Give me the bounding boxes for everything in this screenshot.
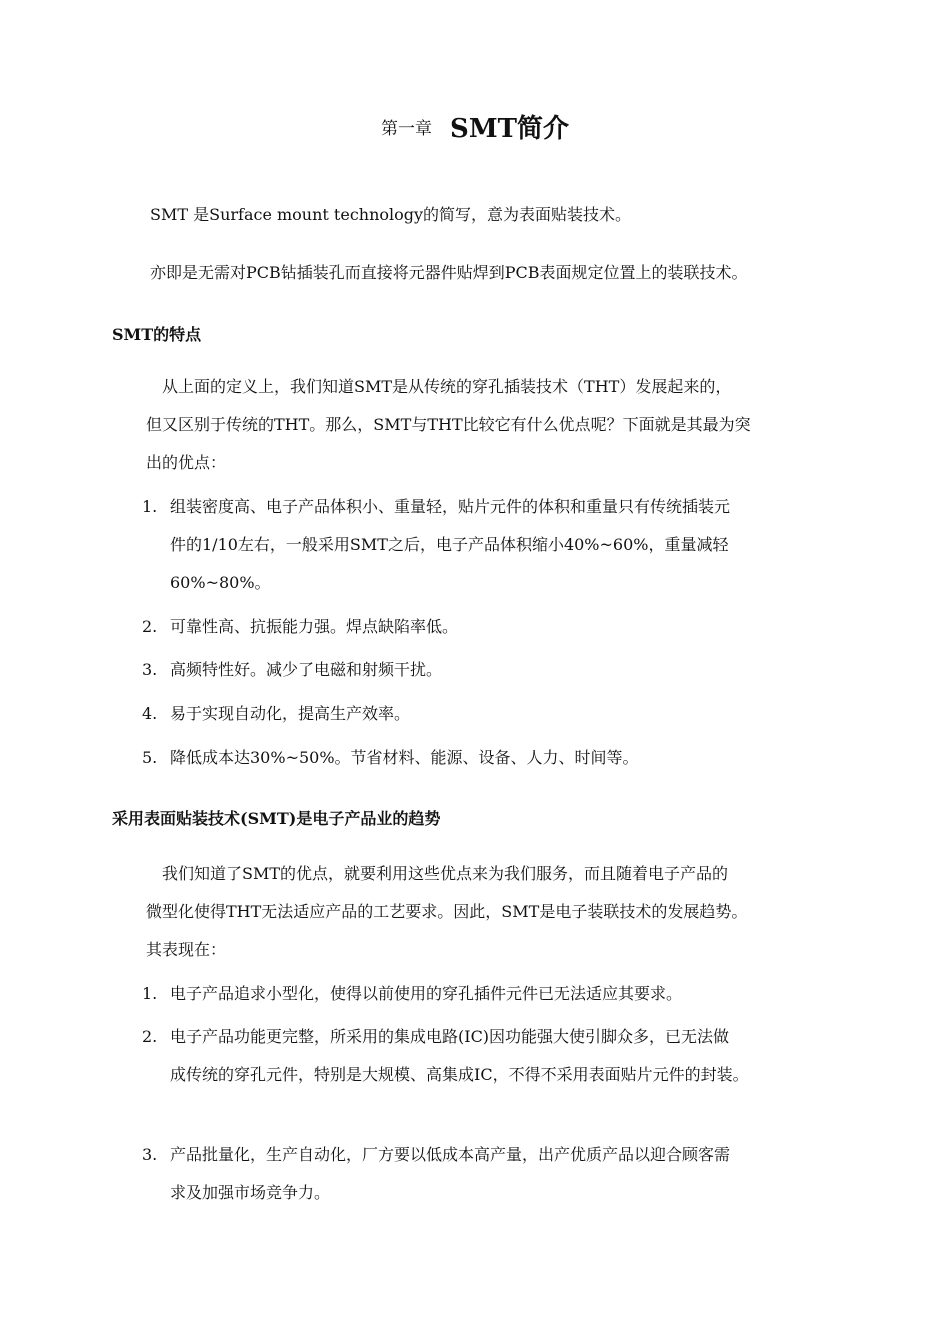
list-item [142,739,872,777]
section-heading-trend: 采用表面贴装技术(SMT)是电子产品业的趋势 [112,809,441,828]
list-item-text: 电子产品功能更完整，所采用的集成电路(IC)因功能强大使引脚众多，已无法做 [170,1027,730,1046]
chapter-title [0,108,950,145]
list-item-text: 电子产品追求小型化，使得以前使用的穿孔插件元件已无法适应其要求。 [170,984,683,1003]
paragraph-line: 出的优点： [146,453,227,472]
list-item [142,975,872,1013]
list-item-number: 5. [142,748,158,767]
chapter-number: 第一章 [381,119,433,139]
list-item-number: 1. [142,984,158,1003]
list-item-text: 求及加强市场竞争力。 [170,1183,331,1202]
paragraph-line: 微型化使得THT无法适应产品的工艺要求。因此，SMT是电子装联技术的发展趋势。 [146,902,748,921]
list-item-number: 3. [142,660,158,679]
list-item [142,1136,872,1212]
list-item-text: 降低成本达30%~50%。节省材料、能源、设备、人力、时间等。 [170,748,639,767]
list-item-number: 4. [142,704,158,723]
list-item-text: 成传统的穿孔元件，特别是大规模、高集成IC，不得不采用表面贴片元件的封装。 [170,1065,749,1084]
section1-paragraph [146,368,866,482]
list-item [142,695,872,733]
list-item [142,1018,872,1094]
paragraph-line: 我们知道了SMT的优点，就要利用这些优点来为我们服务，而且随着电子产品的 [146,864,729,883]
list-item-number: 3. [142,1145,158,1164]
chapter-name: SMT简介 [450,114,569,144]
list-item-text: 件的1/10左右，一般采用SMT之后，电子产品体积缩小40%~60%，重量减轻 [170,535,729,554]
section2-paragraph [146,855,866,969]
section-heading-features: SMT的特点 [112,325,202,344]
list-item-text: 高频特性好。减少了电磁和射频干扰。 [170,660,443,679]
intro-line-2: 亦即是无需对PCB钻插装孔而直接将元器件贴焊到PCB表面规定位置上的装联技术。 [150,263,748,282]
paragraph-line: 其表现在： [146,940,227,959]
paragraph-line: 但又区别于传统的THT。那么，SMT与THT比较它有什么优点呢？下面就是其最为突 [146,415,751,434]
list-item-number: 1. [142,497,158,516]
list-item [142,488,872,602]
list-item-number: 2. [142,1027,158,1046]
intro-line-1: SMT 是Surface mount technology的简写，意为表面贴装技术。 [150,205,632,224]
list-item-text: 易于实现自动化，提高生产效率。 [170,704,411,723]
list-item-text: 60%~80%。 [170,573,271,592]
list-item-number: 2. [142,617,158,636]
list-item [142,651,872,689]
list-item [142,608,872,646]
list-item-text: 可靠性高、抗振能力强。焊点缺陷率低。 [170,617,459,636]
paragraph-line: 从上面的定义上，我们知道SMT是从传统的穿孔插装技术（THT）发展起来的， [146,377,732,396]
list-item-text: 组装密度高、电子产品体积小、重量轻，贴片元件的体积和重量只有传统插装元 [170,497,731,516]
list-item-text: 产品批量化，生产自动化，厂方要以低成本高产量，出产优质产品以迎合顾客需 [170,1145,731,1164]
